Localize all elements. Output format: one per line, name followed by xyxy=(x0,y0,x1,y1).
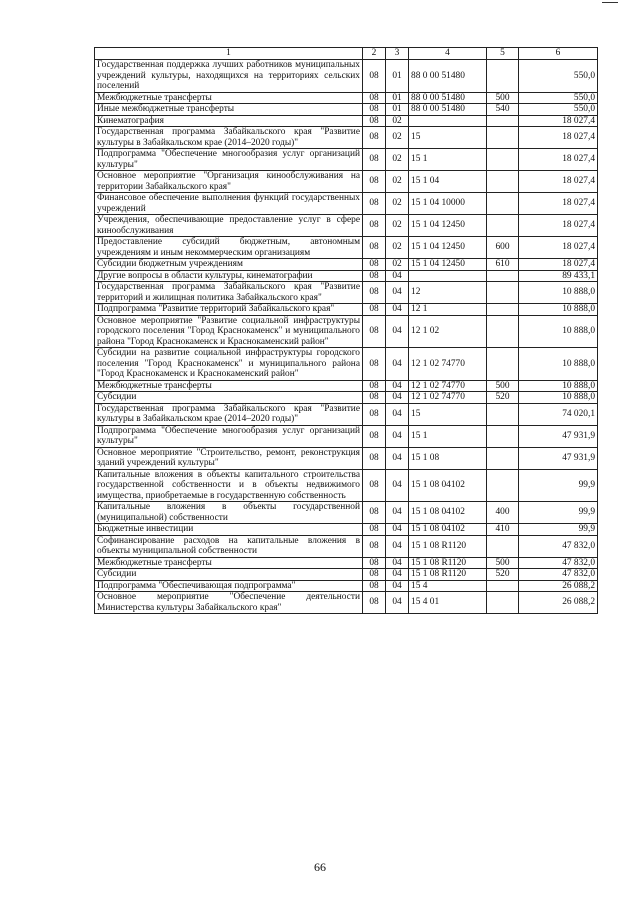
row-name-cell: Подпрограмма "Обеспечение многообразия услуг организаций культуры" xyxy=(95,425,363,447)
row-subsection-cell: 01 xyxy=(386,60,409,93)
row-expense-type-cell xyxy=(487,304,519,316)
row-amount-cell: 26 088,2 xyxy=(519,592,598,614)
row-subsection-cell: 02 xyxy=(386,127,409,149)
row-subsection-cell: 04 xyxy=(386,315,409,348)
header-cell-subsection: 3 xyxy=(386,48,409,60)
row-expense-type-cell xyxy=(487,315,519,348)
row-target-article-cell: 15 1 08 04102 xyxy=(409,502,487,524)
table-row xyxy=(95,304,598,316)
row-section-cell: 08 xyxy=(363,392,386,404)
row-amount-cell: 47 832,0 xyxy=(519,535,598,557)
row-section-cell: 08 xyxy=(363,270,386,282)
row-expense-type-cell xyxy=(487,270,519,282)
row-subsection-cell: 02 xyxy=(386,149,409,171)
row-amount-cell: 10 888,0 xyxy=(519,282,598,304)
row-name-cell: Межбюджетные трансферты xyxy=(95,380,363,392)
row-amount-cell: 10 888,0 xyxy=(519,380,598,392)
row-amount-cell: 10 888,0 xyxy=(519,304,598,316)
row-name-cell: Государственная программа Забайкальского края "Развитие культуры в Забайкальском крае (2014–2020 годы)" xyxy=(95,127,363,149)
row-target-article-cell: 15 1 08 xyxy=(409,447,487,469)
row-name-cell: Межбюджетные трансферты xyxy=(95,557,363,569)
row-target-article-cell: 12 xyxy=(409,282,487,304)
row-amount-cell: 18 027,4 xyxy=(519,237,598,259)
row-name-cell: Межбюджетные трансферты xyxy=(95,92,363,104)
row-expense-type-cell xyxy=(487,115,519,127)
row-target-article-cell: 15 xyxy=(409,127,487,149)
row-subsection-cell: 02 xyxy=(386,193,409,215)
table-row xyxy=(95,193,598,215)
row-section-cell: 08 xyxy=(363,592,386,614)
table-row xyxy=(95,92,598,104)
row-expense-type-cell: 410 xyxy=(487,524,519,536)
table-row xyxy=(95,348,598,381)
row-expense-type-cell xyxy=(487,592,519,614)
table-row xyxy=(95,392,598,404)
table-row xyxy=(95,403,598,425)
row-section-cell: 08 xyxy=(363,315,386,348)
row-target-article-cell: 15 4 01 xyxy=(409,592,487,614)
row-subsection-cell: 04 xyxy=(386,569,409,581)
row-section-cell: 08 xyxy=(363,304,386,316)
row-section-cell: 08 xyxy=(363,425,386,447)
table-row xyxy=(95,215,598,237)
table-row xyxy=(95,237,598,259)
row-name-cell: Капитальные вложения в объекты капитального строительства государственной собственности и в объекты недвижимого имущества, приобретаемые в государственную собственность xyxy=(95,469,363,502)
row-section-cell: 08 xyxy=(363,92,386,104)
row-subsection-cell: 04 xyxy=(386,403,409,425)
row-amount-cell: 99,9 xyxy=(519,502,598,524)
row-amount-cell: 47 832,0 xyxy=(519,557,598,569)
row-subsection-cell: 02 xyxy=(386,259,409,271)
row-expense-type-cell xyxy=(487,447,519,469)
row-name-cell: Субсидии на развитие социальной инфраструктуры городского поселения "Город Краснокаменск" и муниципального района "Город Краснокаменск и Краснокаменский район" xyxy=(95,348,363,381)
row-amount-cell: 18 027,4 xyxy=(519,127,598,149)
row-expense-type-cell: 520 xyxy=(487,392,519,404)
table-row xyxy=(95,580,598,592)
row-amount-cell: 10 888,0 xyxy=(519,315,598,348)
row-name-cell: Основное мероприятие "Организация кинообслуживания на территории Забайкальского края" xyxy=(95,171,363,193)
table-row xyxy=(95,447,598,469)
table-row xyxy=(95,60,598,93)
row-expense-type-cell: 500 xyxy=(487,92,519,104)
row-name-cell: Финансовое обеспечение выполнения функций государственных учреждений xyxy=(95,193,363,215)
row-expense-type-cell xyxy=(487,171,519,193)
row-section-cell: 08 xyxy=(363,60,386,93)
row-amount-cell: 47 832,0 xyxy=(519,569,598,581)
row-subsection-cell: 04 xyxy=(386,380,409,392)
table-row xyxy=(95,127,598,149)
row-expense-type-cell xyxy=(487,127,519,149)
row-subsection-cell: 04 xyxy=(386,557,409,569)
row-amount-cell: 99,9 xyxy=(519,524,598,536)
row-name-cell: Другие вопросы в области культуры, кинематографии xyxy=(95,270,363,282)
row-expense-type-cell: 500 xyxy=(487,380,519,392)
table-row xyxy=(95,380,598,392)
row-target-article-cell: 88 0 00 51480 xyxy=(409,92,487,104)
row-name-cell: Субсидии бюджетным учреждениям xyxy=(95,259,363,271)
row-expense-type-cell xyxy=(487,193,519,215)
row-section-cell: 08 xyxy=(363,524,386,536)
row-subsection-cell: 01 xyxy=(386,104,409,116)
row-name-cell: Государственная программа Забайкальского края "Развитие территорий и жилищная политика Забайкальского края" xyxy=(95,282,363,304)
row-section-cell: 08 xyxy=(363,282,386,304)
table-row xyxy=(95,115,598,127)
row-name-cell: Субсидии xyxy=(95,569,363,581)
table-row xyxy=(95,282,598,304)
header-row xyxy=(95,48,598,60)
row-name-cell: Подпрограмма "Обеспечение многообразия услуг организаций культуры" xyxy=(95,149,363,171)
page-number: 66 xyxy=(314,860,326,874)
row-expense-type-cell xyxy=(487,149,519,171)
row-target-article-cell: 15 1 08 R1120 xyxy=(409,569,487,581)
row-subsection-cell: 04 xyxy=(386,502,409,524)
row-amount-cell: 47 931,9 xyxy=(519,425,598,447)
row-target-article-cell: 15 1 04 12450 xyxy=(409,237,487,259)
row-section-cell: 08 xyxy=(363,447,386,469)
row-target-article-cell: 15 xyxy=(409,403,487,425)
row-amount-cell: 74 020,1 xyxy=(519,403,598,425)
row-target-article-cell: 15 1 04 12450 xyxy=(409,215,487,237)
row-target-article-cell: 88 0 00 51480 xyxy=(409,104,487,116)
row-name-cell: Учреждения, обеспечивающие предоставление услуг в сфере кинообслуживания xyxy=(95,215,363,237)
header-cell-expense-type: 5 xyxy=(487,48,519,60)
row-name-cell: Бюджетные инвестиции xyxy=(95,524,363,536)
row-expense-type-cell: 610 xyxy=(487,259,519,271)
row-target-article-cell: 15 1 08 R1120 xyxy=(409,535,487,557)
row-section-cell: 08 xyxy=(363,149,386,171)
table-row xyxy=(95,569,598,581)
row-amount-cell: 18 027,4 xyxy=(519,193,598,215)
row-section-cell: 08 xyxy=(363,535,386,557)
row-target-article-cell: 15 1 04 xyxy=(409,171,487,193)
row-amount-cell: 99,9 xyxy=(519,469,598,502)
row-amount-cell: 550,0 xyxy=(519,60,598,93)
row-target-article-cell: 15 1 xyxy=(409,425,487,447)
row-name-cell: Государственная поддержка лучших работников муниципальных учреждений культуры, находящихся на территориях сельских поселений xyxy=(95,60,363,93)
row-target-article-cell: 12 1 02 74770 xyxy=(409,392,487,404)
row-name-cell: Основное мероприятие "Обеспечение деятельности Министерства культуры Забайкальского края" xyxy=(95,592,363,614)
row-expense-type-cell xyxy=(487,215,519,237)
row-subsection-cell: 02 xyxy=(386,215,409,237)
row-name-cell: Капитальные вложения в объекты государственной (муниципальной) собственности xyxy=(95,502,363,524)
row-target-article-cell: 15 1 04 10000 xyxy=(409,193,487,215)
row-expense-type-cell: 520 xyxy=(487,569,519,581)
row-section-cell: 08 xyxy=(363,580,386,592)
row-target-article-cell: 15 1 08 R1120 xyxy=(409,557,487,569)
header-cell-amount: 6 xyxy=(519,48,598,60)
table-row xyxy=(95,104,598,116)
row-expense-type-cell xyxy=(487,348,519,381)
row-target-article-cell: 12 1 02 xyxy=(409,315,487,348)
row-subsection-cell: 04 xyxy=(386,282,409,304)
row-amount-cell: 18 027,4 xyxy=(519,149,598,171)
row-amount-cell: 26 088,2 xyxy=(519,580,598,592)
row-subsection-cell: 02 xyxy=(386,115,409,127)
row-target-article-cell: 12 1 02 74770 xyxy=(409,380,487,392)
row-subsection-cell: 04 xyxy=(386,392,409,404)
table-row xyxy=(95,557,598,569)
row-amount-cell: 18 027,4 xyxy=(519,259,598,271)
row-subsection-cell: 04 xyxy=(386,524,409,536)
row-subsection-cell: 04 xyxy=(386,447,409,469)
row-name-cell: Софинансирование расходов на капитальные вложения в объекты муниципальной собственности xyxy=(95,535,363,557)
row-section-cell: 08 xyxy=(363,348,386,381)
row-target-article-cell: 15 1 04 12450 xyxy=(409,259,487,271)
table-row xyxy=(95,171,598,193)
budget-table xyxy=(94,47,598,614)
header-cell-name: 1 xyxy=(95,48,363,60)
row-target-article-cell: 88 0 00 51480 xyxy=(409,60,487,93)
row-section-cell: 08 xyxy=(363,193,386,215)
row-name-cell: Государственная программа Забайкальского края "Развитие культуры в Забайкальском крае (2014–2020 годы)" xyxy=(95,403,363,425)
row-section-cell: 08 xyxy=(363,127,386,149)
row-name-cell: Иные межбюджетные трансферты xyxy=(95,104,363,116)
row-section-cell: 08 xyxy=(363,259,386,271)
table-row xyxy=(95,149,598,171)
row-expense-type-cell: 600 xyxy=(487,237,519,259)
row-subsection-cell: 04 xyxy=(386,592,409,614)
row-amount-cell: 550,0 xyxy=(519,92,598,104)
row-section-cell: 08 xyxy=(363,171,386,193)
row-name-cell: Подпрограмма "Развитие территорий Забайкальского края" xyxy=(95,304,363,316)
row-amount-cell: 550,0 xyxy=(519,104,598,116)
table-row xyxy=(95,425,598,447)
row-amount-cell: 10 888,0 xyxy=(519,348,598,381)
row-name-cell: Кинематография xyxy=(95,115,363,127)
row-amount-cell: 18 027,4 xyxy=(519,115,598,127)
row-target-article-cell: 12 1 xyxy=(409,304,487,316)
row-section-cell: 08 xyxy=(363,237,386,259)
row-expense-type-cell xyxy=(487,580,519,592)
row-amount-cell: 10 888,0 xyxy=(519,392,598,404)
row-section-cell: 08 xyxy=(363,469,386,502)
table-row xyxy=(95,270,598,282)
row-name-cell: Подпрограмма "Обеспечивающая подпрограмма" xyxy=(95,580,363,592)
row-section-cell: 08 xyxy=(363,403,386,425)
header-cell-section: 2 xyxy=(363,48,386,60)
row-subsection-cell: 04 xyxy=(386,348,409,381)
row-section-cell: 08 xyxy=(363,215,386,237)
row-expense-type-cell xyxy=(487,469,519,502)
row-expense-type-cell xyxy=(487,425,519,447)
row-expense-type-cell xyxy=(487,282,519,304)
row-section-cell: 08 xyxy=(363,502,386,524)
table-body xyxy=(95,60,598,614)
table-row xyxy=(95,524,598,536)
row-expense-type-cell xyxy=(487,60,519,93)
table-row xyxy=(95,469,598,502)
row-amount-cell: 18 027,4 xyxy=(519,215,598,237)
row-target-article-cell: 15 4 xyxy=(409,580,487,592)
row-name-cell: Предоставление субсидий бюджетным, автономным учреждениям и иным некоммерческим организациям xyxy=(95,237,363,259)
row-section-cell: 08 xyxy=(363,104,386,116)
table-row xyxy=(95,259,598,271)
header-cell-target-article: 4 xyxy=(409,48,487,60)
row-name-cell: Субсидии xyxy=(95,392,363,404)
row-amount-cell: 47 931,9 xyxy=(519,447,598,469)
row-subsection-cell: 04 xyxy=(386,535,409,557)
row-section-cell: 08 xyxy=(363,115,386,127)
row-expense-type-cell: 400 xyxy=(487,502,519,524)
row-subsection-cell: 04 xyxy=(386,469,409,502)
row-target-article-cell xyxy=(409,115,487,127)
row-subsection-cell: 04 xyxy=(386,425,409,447)
row-expense-type-cell: 500 xyxy=(487,557,519,569)
row-expense-type-cell xyxy=(487,403,519,425)
row-expense-type-cell: 540 xyxy=(487,104,519,116)
row-target-article-cell: 15 1 08 04102 xyxy=(409,524,487,536)
row-subsection-cell: 04 xyxy=(386,580,409,592)
table-row xyxy=(95,535,598,557)
row-target-article-cell: 15 1 08 04102 xyxy=(409,469,487,502)
corner-mark xyxy=(602,2,618,3)
row-subsection-cell: 04 xyxy=(386,304,409,316)
table-row xyxy=(95,592,598,614)
row-target-article-cell: 15 1 xyxy=(409,149,487,171)
row-expense-type-cell xyxy=(487,535,519,557)
row-section-cell: 08 xyxy=(363,380,386,392)
row-section-cell: 08 xyxy=(363,569,386,581)
row-subsection-cell: 01 xyxy=(386,92,409,104)
row-amount-cell: 18 027,4 xyxy=(519,171,598,193)
row-name-cell: Основное мероприятие "Строительство, ремонт, реконструкция зданий учреждений культуры" xyxy=(95,447,363,469)
row-section-cell: 08 xyxy=(363,557,386,569)
row-amount-cell: 89 433,1 xyxy=(519,270,598,282)
row-subsection-cell: 02 xyxy=(386,237,409,259)
table-row xyxy=(95,315,598,348)
row-target-article-cell: 12 1 02 74770 xyxy=(409,348,487,381)
row-subsection-cell: 02 xyxy=(386,171,409,193)
row-subsection-cell: 04 xyxy=(386,270,409,282)
table-header xyxy=(95,48,598,60)
table-row xyxy=(95,502,598,524)
row-target-article-cell xyxy=(409,270,487,282)
row-name-cell: Основное мероприятие "Развитие социальной инфраструктуры городского поселения "Город Краснокаменск" и муниципального района "Город Краснокаменск и Краснокаменский район" xyxy=(95,315,363,348)
